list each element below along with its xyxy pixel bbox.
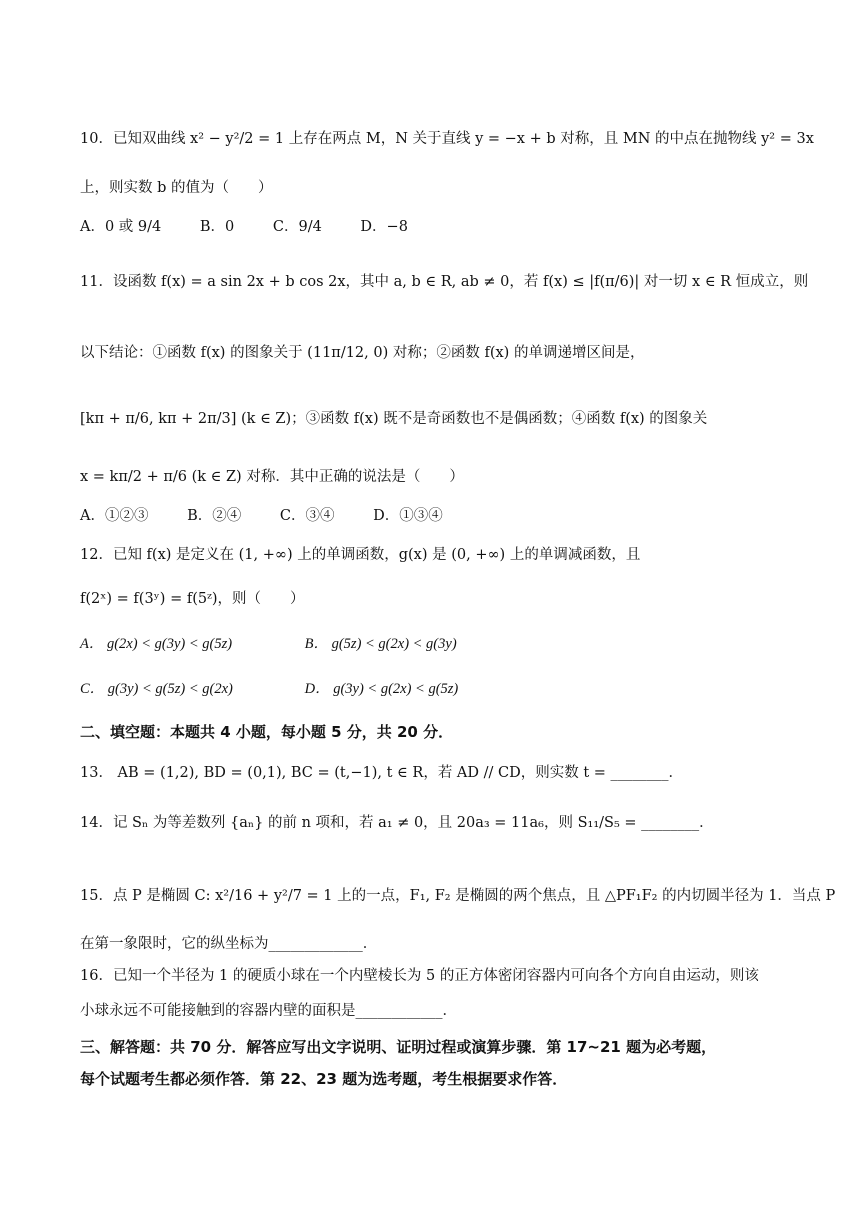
section-3-heading-line2: 每个试题考生都必须作答．第 22、23 题为选考题，考生根据要求作答． xyxy=(80,1070,568,1088)
q11-option-b: B．②④ xyxy=(187,508,242,524)
q10-line1: 10．已知双曲线 x² − y²/2 = 1 上存在两点 M，N 关于直线 y = −x + b 对称，且 MN 的中点在抛物线 y² = 3x xyxy=(80,131,814,147)
section-3-heading-line1: 三、解答题：共 70 分．解答应写出文字说明、证明过程或演算步骤．第 17~21 题为必考题， xyxy=(80,1038,717,1056)
q12-option-c: C． g(3y) < g(5z) < g(2x) xyxy=(80,681,233,697)
q12-options-cd xyxy=(80,678,790,700)
q16-line1: 16．已知一个半径为 1 的硬质小球在一个内壁棱长为 5 的正方体密闭容器内可向各个方向自由运动，则该 xyxy=(80,968,759,984)
q11-option-c: C．③④ xyxy=(279,508,335,524)
q15-line1: 15．点 P 是椭圆 C: x²/16 + y²/7 = 1 上的一点，F₁, F₂ 是椭圆的两个焦点，且 △PF₁F₂ 的内切圆半径为 1．当点 P xyxy=(80,888,836,904)
q12-line1: 12．已知 f(x) 是定义在 (1, +∞) 上的单调函数，g(x) 是 (0, +∞) 上的单调减函数，且 xyxy=(80,547,641,563)
q11-option-d: D．①③④ xyxy=(373,508,443,524)
q12-option-d: D． g(3y) < g(2x) < g(5z) xyxy=(304,681,459,697)
q11-line1: 11．设函数 f(x) = a sin 2x + b cos 2x，其中 a, b ∈ R, ab ≠ 0，若 f(x) ≤ |f(π/6)| 对一切 x ∈ R 恒成立，则 xyxy=(80,274,809,290)
q11-line2: 以下结论：①函数 f(x) 的图象关于 (11π/12, 0) 对称；②函数 f(x) 的单调递增区间是， xyxy=(80,345,645,361)
q14: 14．记 Sₙ 为等差数列 {aₙ} 的前 n 项和，若 a₁ ≠ 0，且 20a₃ = 11a₆，则 S₁₁/S₅ = ________． xyxy=(80,815,714,831)
q12-option-b: B． g(5z) < g(2x) < g(3y) xyxy=(304,636,457,652)
q10-option-d: D．−8 xyxy=(360,219,408,235)
q11-option-a: A．①②③ xyxy=(80,508,149,524)
q10-option-c: C．9/4 xyxy=(272,219,322,235)
q10-options xyxy=(80,216,790,238)
q11-line4: x = kπ/2 + π/6 (k ∈ Z) 对称．其中正确的说法是（ ） xyxy=(80,469,464,485)
q15-line2: 在第一象限时，它的纵坐标为_____________． xyxy=(80,936,378,952)
q11-options xyxy=(80,505,790,527)
q16-line2: 小球永远不可能接触到的容器内壁的面积是____________． xyxy=(80,1003,457,1019)
section-2-heading: 二、填空题：本题共 4 小题，每小题 5 分，共 20 分． xyxy=(80,723,454,741)
q10-line2: 上，则实数 b 的值为（ ） xyxy=(80,180,273,196)
q12-line2: f(2ˣ) = f(3ʸ) = f(5ᶻ)，则（ ） xyxy=(80,591,305,607)
q10-option-b: B．0 xyxy=(199,219,235,235)
q12-options-ab xyxy=(80,633,790,655)
q12-option-a: A． g(2x) < g(3y) < g(5z) xyxy=(80,636,233,652)
q11-line3: [kπ + π/6, kπ + 2π/3] (k ∈ Z)；③函数 f(x) 既不是奇函数也不是偶函数；④函数 f(x) 的图象关 xyxy=(80,411,708,427)
q13: 13． AB = (1,2), BD = (0,1), BC = (t,−1), t ∈ R，若 AD // CD，则实数 t = ________． xyxy=(80,765,684,781)
q10-option-a: A．0 或 9/4 xyxy=(80,219,162,235)
